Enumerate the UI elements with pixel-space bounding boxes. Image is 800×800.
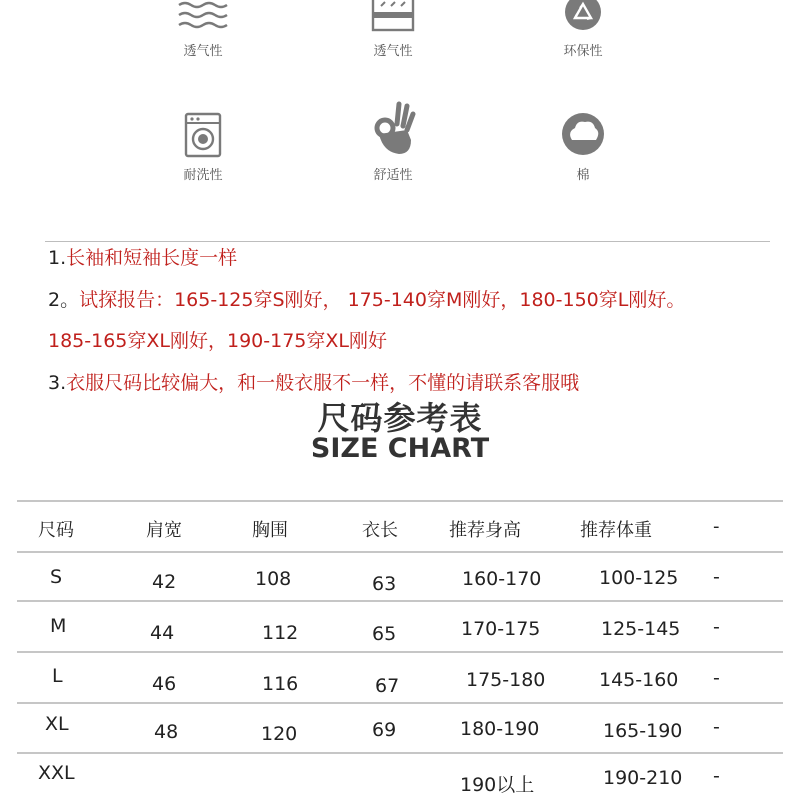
cell-extra: - (713, 716, 720, 738)
cell-extra: - (713, 616, 720, 638)
cotton-icon (553, 112, 613, 158)
feature-label: 棉 (576, 168, 590, 183)
cell-weight: 165-190 (603, 720, 683, 742)
feature-label: 透气性 (373, 44, 413, 59)
cell-size: XL (45, 713, 69, 735)
header-chest: 胸围 (252, 520, 288, 541)
cell-size: S (50, 566, 63, 588)
cell-shoulder: 46 (152, 673, 177, 695)
feature-label: 环保性 (563, 44, 603, 59)
note-number: 3. (48, 372, 67, 394)
feature-cotton (523, 112, 643, 183)
size-chart-subtitle: SIZE CHART (310, 433, 490, 464)
note-2 (48, 285, 685, 312)
header-height: 推荐身高 (449, 520, 521, 541)
header-length: 衣长 (362, 520, 398, 541)
cell-shoulder: 48 (154, 721, 179, 743)
note-text: 试探报告：165-125穿S刚好， 175-140穿M刚好，180-150穿L刚好。 (79, 289, 686, 311)
note-1 (48, 243, 237, 270)
header-extra: - (713, 516, 720, 537)
feature-label: 舒适性 (373, 168, 413, 183)
feature-breathable-fabric (333, 0, 453, 59)
cell-weight: 145-160 (599, 669, 679, 691)
cell-shoulder: 44 (150, 622, 175, 644)
note-text: 185-165穿XL刚好，190-175穿XL刚好 (48, 330, 387, 352)
cell-length: 67 (375, 675, 400, 697)
table-rule (17, 600, 783, 602)
note-text: 衣服尺码比较偏大，和一般衣服不一样，不懂的请联系客服哦 (66, 372, 580, 394)
cell-shoulder: 42 (152, 571, 177, 593)
note-2-continued (48, 326, 387, 353)
cell-chest: 116 (262, 673, 299, 695)
table-rule (17, 500, 783, 502)
feature-wash-durability (143, 112, 263, 183)
ok-hand-icon (363, 100, 423, 158)
note-number: 1. (48, 247, 67, 269)
table-rule (17, 651, 783, 653)
cell-chest: 112 (262, 622, 299, 644)
cell-chest: 120 (261, 723, 298, 745)
cell-height: 180-190 (460, 718, 540, 740)
table-rule (17, 752, 783, 754)
cell-length: 63 (372, 573, 397, 595)
cell-weight: 100-125 (599, 567, 679, 589)
cell-weight: 125-145 (601, 618, 681, 640)
recycle-icon (553, 0, 613, 34)
cell-length: 69 (372, 719, 397, 741)
water-waves-icon (173, 0, 233, 34)
cell-size: L (52, 665, 63, 687)
table-rule (17, 551, 783, 553)
washing-machine-icon (173, 112, 233, 158)
note-3 (48, 368, 579, 395)
cell-height: 175-180 (466, 669, 546, 691)
cell-extra: - (713, 667, 720, 689)
cell-size: M (50, 615, 67, 637)
feature-eco (523, 0, 643, 59)
size-chart-title: 尺码参考表 (317, 399, 483, 437)
cell-extra: - (713, 765, 720, 787)
table-rule (17, 702, 783, 704)
header-size: 尺码 (38, 520, 74, 541)
cell-size: XXL (38, 762, 75, 784)
feature-comfort (333, 100, 453, 183)
note-number: 2。 (48, 289, 80, 311)
cell-height: 190以上 (460, 774, 535, 796)
cell-weight: 190-210 (603, 767, 683, 789)
note-text: 长袖和短袖长度一样 (66, 247, 238, 269)
breathable-fabric-icon (363, 0, 423, 34)
cell-height: 170-175 (461, 618, 541, 640)
feature-breathability (143, 0, 263, 59)
header-shoulder: 肩宽 (146, 520, 182, 541)
cell-length: 65 (372, 623, 397, 645)
feature-label: 透气性 (183, 44, 223, 59)
feature-label: 耐洗性 (183, 168, 223, 183)
header-weight: 推荐体重 (580, 520, 652, 541)
cell-height: 160-170 (462, 568, 542, 590)
divider (45, 241, 770, 242)
cell-extra: - (713, 566, 720, 588)
cell-chest: 108 (255, 568, 292, 590)
